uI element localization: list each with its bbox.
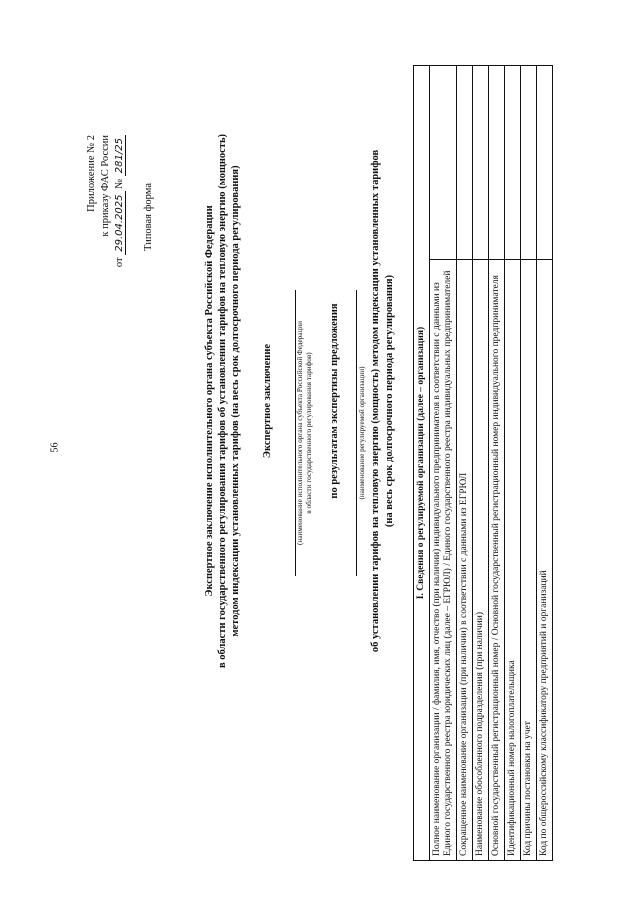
row-label: Код причины постановки на учет: [521, 260, 537, 861]
appendix-line2: к приказу ФАС России: [100, 135, 111, 237]
caption-executive-line1: (наименование исполнительного органа субъекта Российской Федерации: [296, 321, 304, 545]
appendix-number-sign: №: [114, 178, 125, 189]
final-line2: (на весь срок долгосрочного периода регулирования): [384, 274, 395, 528]
table-row: [457, 66, 473, 861]
row-value-cell: [489, 66, 505, 260]
page-number: 56: [49, 442, 61, 453]
table-row: [521, 66, 537, 861]
row-value-cell: [457, 66, 473, 260]
organization-fill-line: [356, 290, 357, 576]
heading-line1: Экспертное заключение исполнительного органа субъекта Российской Федерации: [204, 205, 215, 597]
table-row: [430, 66, 457, 861]
appendix-line3: [113, 135, 127, 267]
row-value-cell: [473, 66, 489, 260]
row-value-cell: [430, 66, 457, 260]
caption-executive-line2: в области государственного регулирования тарифов): [305, 352, 313, 514]
table-row: [537, 66, 553, 861]
table-row: [489, 66, 505, 861]
row-value-cell: [521, 66, 537, 260]
table-row: [473, 66, 489, 861]
appendix-block: [85, 135, 127, 267]
row-label: Основной государственный регистрационный номер / Основной государственный регистрационный номер индивидуального предпринимателя: [489, 260, 505, 861]
row-label: Код по общероссийскому классификатору предприятий и организаций: [537, 260, 553, 861]
document-title: Экспертное заключение: [262, 343, 273, 459]
row-label: Полное наименование организации / фамилия, имя, отчество (при наличии) индивидуального предпринимателя в соответствии с данными из Единого государственного реестра юридических лиц (далее – ЕГРЮЛ) / Единого государственного реестра индивидуальных предпринимателей: [430, 260, 457, 861]
final-line1: об установлении тарифов на тепловую энергию (мощность) методом индексации установленных тарифов: [370, 149, 381, 653]
table-section-header-row: [414, 66, 430, 861]
row-label: Наименование обособленного подразделения (при наличии): [473, 260, 489, 861]
row-label: Сокращенное наименование организации (при наличии) в соответствии с данными из ЕГРЮЛ: [457, 260, 473, 861]
table-section-header: I. Сведения о регулируемой организации (далее – организация): [414, 66, 430, 861]
heading-line3: методом индексации установленных тарифов (на весь срок долгосрочного периода регулирования): [230, 165, 241, 637]
row-label: Идентификационный номер налогоплательщика: [505, 260, 521, 861]
caption-organization: (наименование регулируемой организации): [358, 366, 366, 500]
appendix-from: от: [114, 257, 125, 268]
appendix-number: 281/25: [114, 135, 126, 176]
table-row: [505, 66, 521, 861]
results-title: по результатам экспертизы предложения: [329, 303, 340, 499]
caption-executive: [296, 255, 314, 611]
appendix-date: 29.04.2025: [114, 191, 126, 254]
organization-info-table: [413, 65, 553, 861]
appendix-line1: Приложение № 2: [86, 135, 97, 212]
heading-line2: в области государственного регулирования тарифов об установлении тарифов на тепловую энергию (мощность): [217, 134, 228, 668]
row-value-cell: [537, 66, 553, 260]
form-type: Типовая форма: [143, 183, 154, 251]
row-value-cell: [505, 66, 521, 260]
